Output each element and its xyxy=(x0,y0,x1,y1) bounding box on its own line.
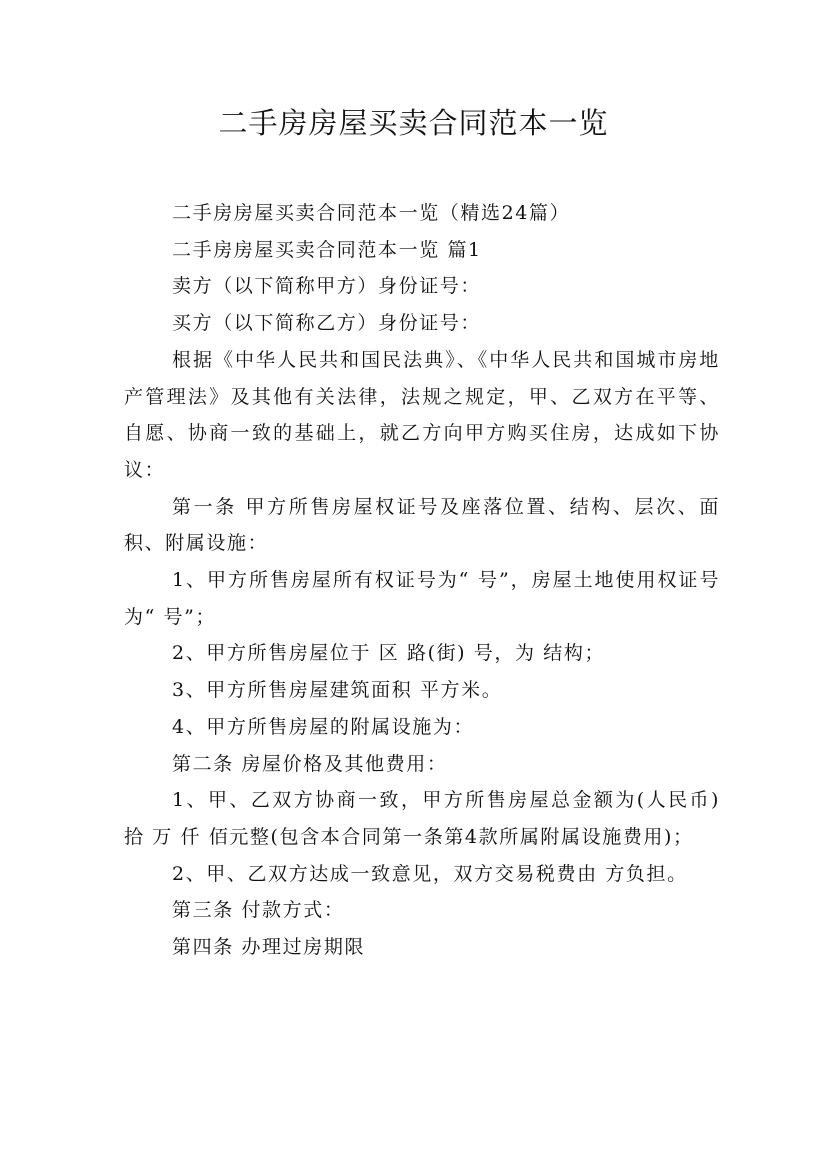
document-body xyxy=(124,195,720,966)
paragraph-article-1: 第一条 甲方所售房屋权证号及座落位置、结构、层次、面积、附属设施： xyxy=(124,495,720,555)
paragraph-intro: 二手房房屋买卖合同范本一览（精选24篇） xyxy=(172,202,571,224)
paragraph-article-2: 第二条 房屋价格及其他费用： xyxy=(172,752,448,775)
paragraph-article-1-item-1: 1、甲方所售房屋所有权证号为“ 号”，房屋土地使用权证号为“ 号”； xyxy=(124,569,720,628)
paragraph-article-2-item-2: 2、甲、乙双方达成一致意见，双方交易税费由 方负担。 xyxy=(172,862,688,885)
paragraph-article-1-item-3: 3、甲方所售房屋建筑面积 平方米。 xyxy=(172,679,503,702)
paragraph-section-heading: 二手房房屋买卖合同范本一览 篇1 xyxy=(172,238,482,261)
paragraph-buyer: 买方（以下简称乙方）身份证号： xyxy=(172,312,482,335)
paragraph-article-1-item-4: 4、甲方所售房屋的附属设施为： xyxy=(172,715,475,738)
paragraph-article-3: 第三条 付款方式： xyxy=(172,899,345,922)
paragraph-legal-basis: 根据《中华人民共和国民法典》、《中华人民共和国城市房地产管理法》及其他有关法律，法规之规定，甲、乙双方在平等、自愿、协商一致的基础上，就乙方向甲方购买住房，达成如下协议： xyxy=(124,348,720,481)
document-title: 二手房房屋买卖合同范本一览 xyxy=(218,106,609,140)
paragraph-seller: 卖方（以下简称甲方）身份证号： xyxy=(172,275,482,298)
paragraph-article-4: 第四条 办理过房期限 xyxy=(172,936,366,959)
paragraph-article-2-item-1: 1、甲、乙双方协商一致，甲方所售房屋总金额为(人民币) 拾 万 仟 佰元整(包含本合同第一条第4款所属附属设施费用)； xyxy=(124,789,720,848)
paragraph-article-1-item-2: 2、甲方所售房屋位于 区 路(街) 号，为 结构； xyxy=(172,642,606,665)
